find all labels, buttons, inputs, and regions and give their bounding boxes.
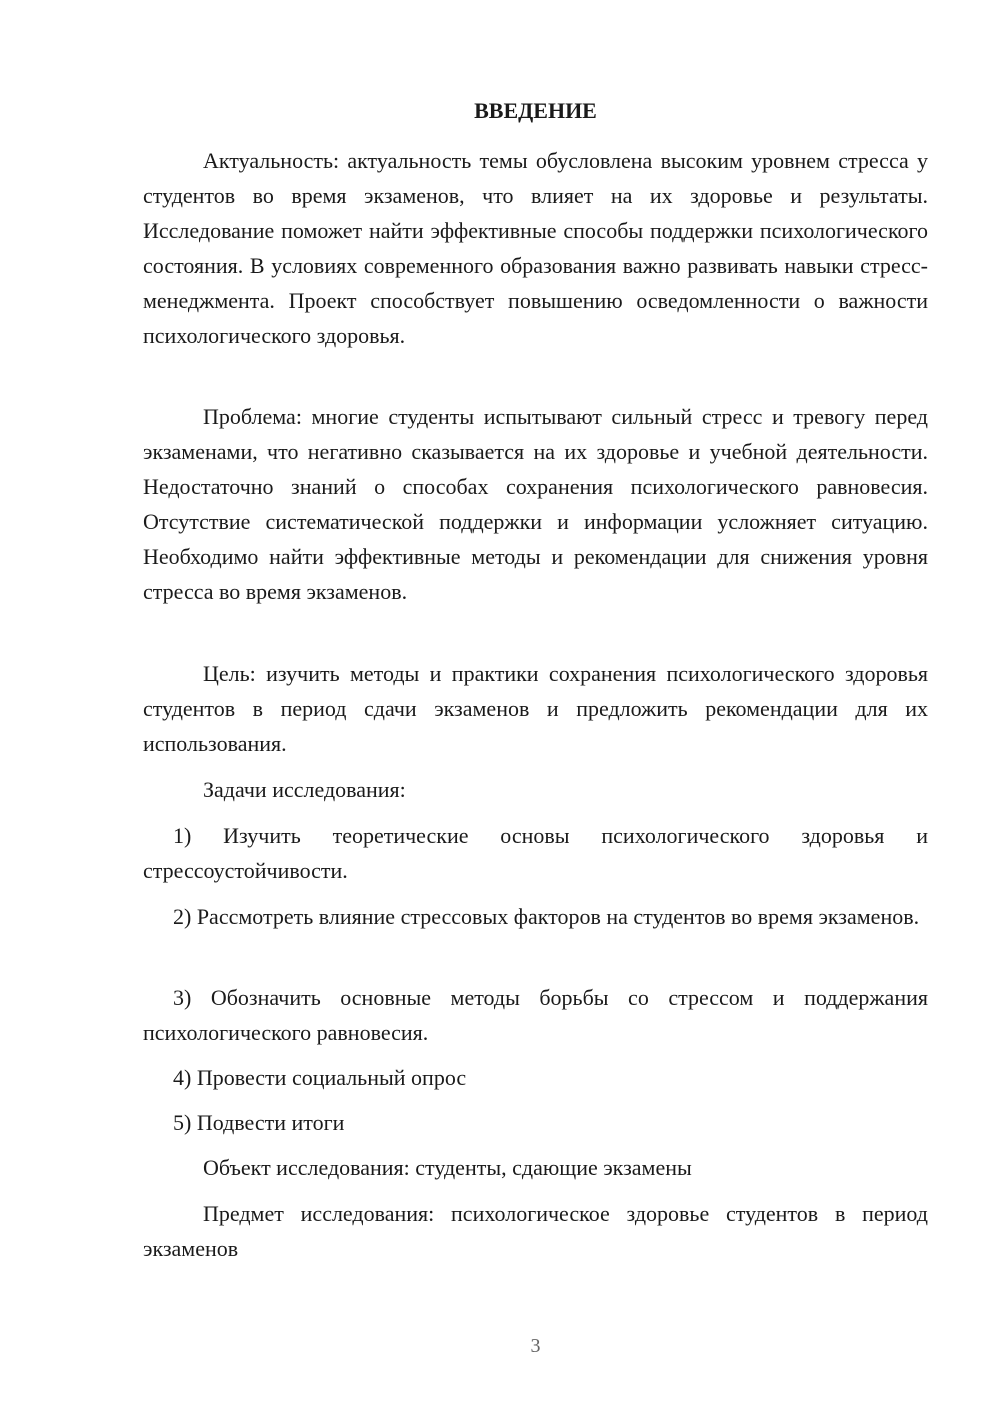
task-item-5: 5) Подвести итоги [173,1110,345,1135]
problem-paragraph: Проблема: многие студенты испытывают сильный стресс и тревогу перед экзаменами, что негативно сказывается на их здоровье и учебной деятельности. Недостаточно знаний о способах сохранения психологического равновесия. Отсутствие систематической поддержки и информации усложняет ситуацию. Необходимо найти эффективные методы и рекомендации для снижения уровня стресса во время экзаменов. [143,404,928,604]
page-title: ВВЕДЕНИЕ [474,98,597,123]
object-paragraph: Объект исследования: студенты, сдающие экзамены [203,1155,692,1180]
relevance-paragraph: Актуальность: актуальность темы обусловлена высоким уровнем стресса у студентов во время экзаменов, что влияет на их здоровье и результаты. Исследование поможет найти эффективные способы поддержки психологического состояния. В условиях современного образования важно развивать навыки стресс-менеджмента. Проект способствует повышению осведомленности о важности психологического здоровья. [143,148,928,348]
task-item-4: 4) Провести социальный опрос [173,1065,467,1090]
task-item-2: 2) Рассмотреть влияние стрессовых факторов на студентов во время экзаменов. [173,904,920,929]
page-number: 3 [530,1335,541,1357]
task-item-1: 1) Изучить теоретические основы психологического здоровья и стрессоустойчивости. [143,823,928,883]
goal-paragraph: Цель: изучить методы и практики сохранения психологического здоровья студентов в период сдачи экзаменов и предложить рекомендации для их использования. [143,661,928,756]
tasks-heading: Задачи исследования: [203,777,406,802]
subject-paragraph: Предмет исследования: психологическое здоровье студентов в период экзаменов [143,1201,928,1261]
task-item-3: 3) Обозначить основные методы борьбы со стрессом и поддержания психологического равновесия. [143,985,928,1045]
